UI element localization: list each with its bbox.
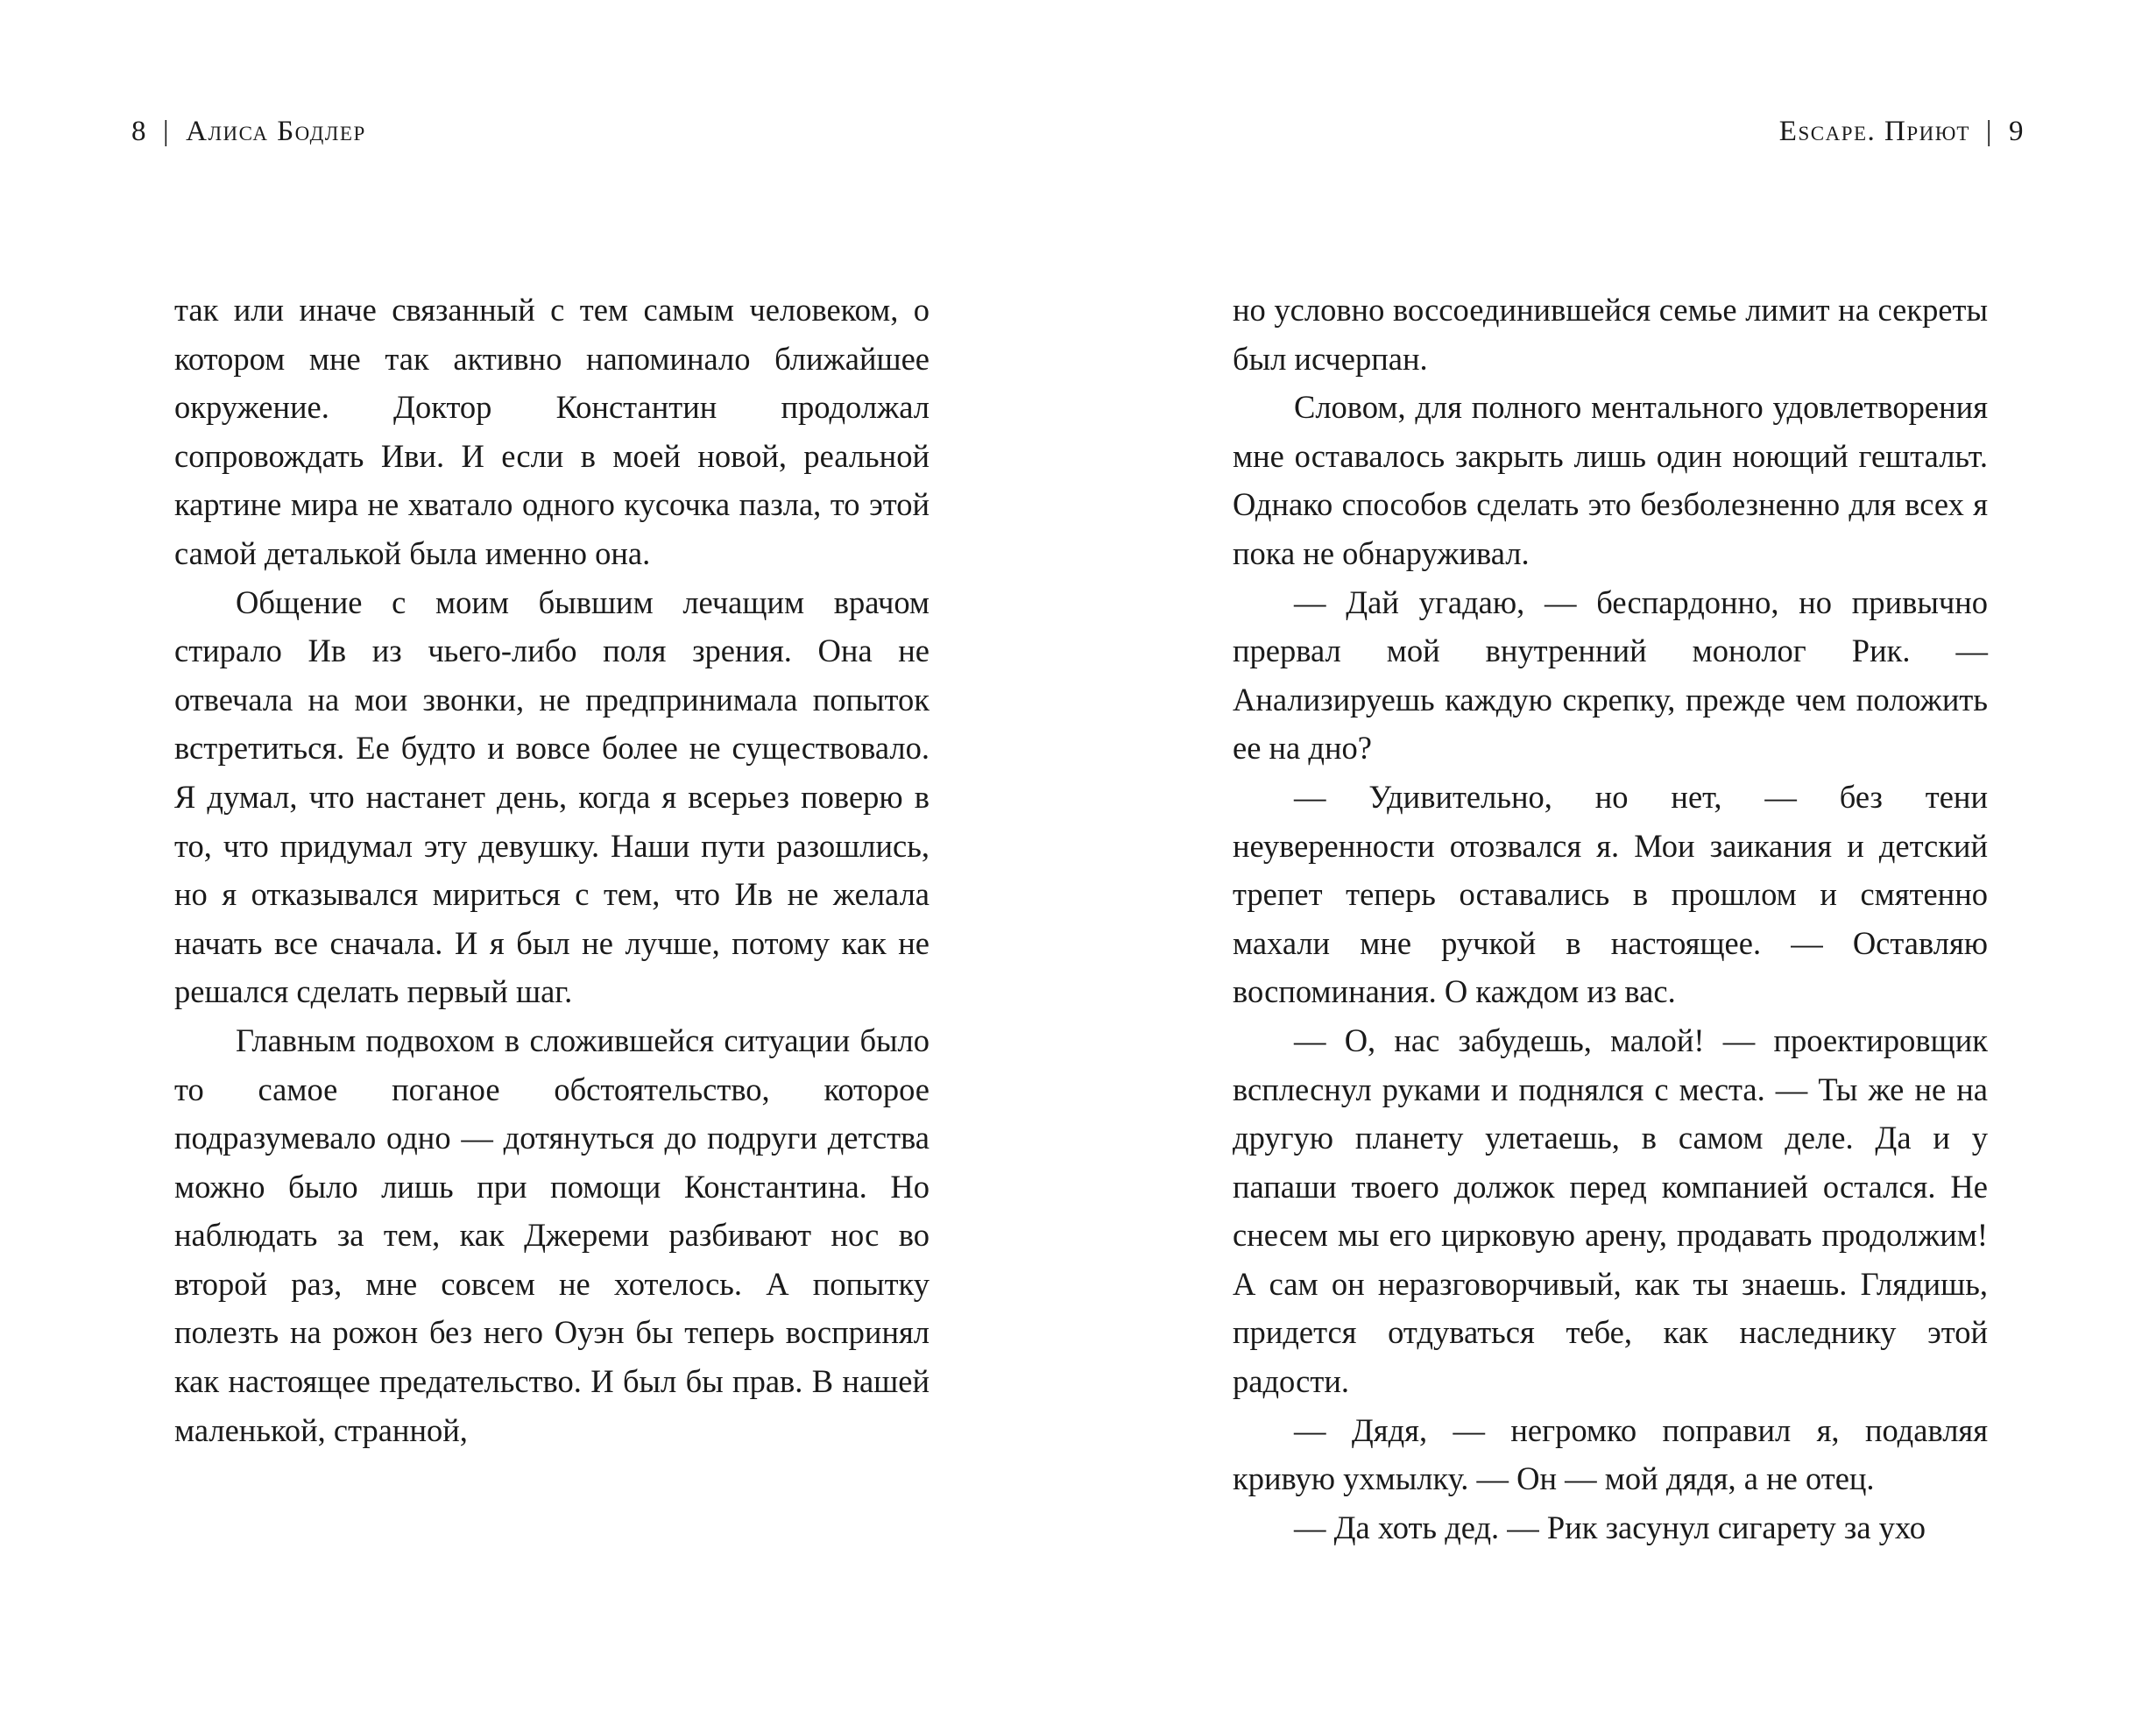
page-number-right: 9 [2009, 116, 2025, 147]
paragraph: Словом, для полного ментального удовлетворения мне оставалось закрыть лишь один ноющий гештальт. Однако способов сделать это безболезненно для всех я пока не обнаруживал. [1233, 389, 1988, 571]
paragraph: — Да хоть дед. — Рик засунул сигарету за ухо [1294, 1509, 1926, 1545]
left-page-text [174, 286, 930, 1454]
running-head-left [131, 112, 366, 151]
running-head-right [1779, 112, 2025, 151]
header-separator-right: | [1985, 116, 1993, 147]
paragraph: — О, нас забудешь, малой! — проектировщик всплеснул руками и поднялся с места. — Ты же не на другую планету улетаешь, в самом деле. Да и у папаши твоего должок перед компанией остался. Не снесем мы его цирковую арену, продавать продолжим! А сам он неразговорчивый, как ты знаешь. Глядишь, придется отдуваться тебе, как наследнику этой радости. [1233, 1022, 1988, 1400]
header-separator-left: | [163, 116, 171, 147]
paragraph: так или иначе связанный с тем самым человеком, о котором мне так активно напоминало ближайшее окружение. Доктор Константин продолжал сопровождать Иви. И если в моей новой, реальной картине мира не хватало одного кусочка пазла, то этой самой деталькой была именно она. [174, 292, 930, 571]
book-title: Escape. Приют [1778, 116, 1970, 147]
paragraph: — Дай угадаю, — беспардонно, но привычно прервал мой внутренний монолог Рик. — Анализируешь каждую скрепку, прежде чем положить ее на дно? [1233, 583, 1988, 767]
right-page-text [1233, 286, 1988, 1552]
paragraph: Общение с моим бывшим лечащим врачом стирало Ив из чьего-либо поля зрения. Она не отвечала на мои звонки, не предпринимала попыток встретиться. Ее будто и вовсе более не существовало. Я думал, что настанет день, когда я всерьез поверю в то, что придумал эту девушку. Наши пути разошлись, но я отказывался мириться с тем, что Ив не желала начать все сначала. И я был не лучше, потому как не решался сделать первый шаг. [174, 583, 930, 1010]
paragraph: — Дядя, — негромко поправил я, подавляя кривую ухмылку. — Он — мой дядя, а не отец. [1233, 1411, 1988, 1497]
paragraph: Главным подвохом в сложившейся ситуации было то самое поганое обстоятельство, которое подразумевало одно — дотянуться до подруги детства можно было лишь при помощи Константина. Но наблюдать за тем, как Джереми разбивают нос во второй раз, мне совсем не хотелось. А попытку полезть на рожон без него Оуэн бы теперь воспринял как настоящее предательство. И был бы прав. В нашей маленькой, странной, [174, 1022, 930, 1448]
page-number-left: 8 [131, 116, 147, 147]
paragraph: но условно воссоединившейся семье лимит на секреты был исчерпан. [1233, 292, 1988, 377]
paragraph: — Удивительно, но нет, — без тени неуверенности отозвался я. Мои заикания и детский трепет теперь оставались в прошлом и смятенно махали мне ручкой в настоящее. — Оставляю воспоминания. О каждом из вас. [1233, 778, 1988, 1010]
author-name: Алиса Бодлер [186, 116, 366, 147]
